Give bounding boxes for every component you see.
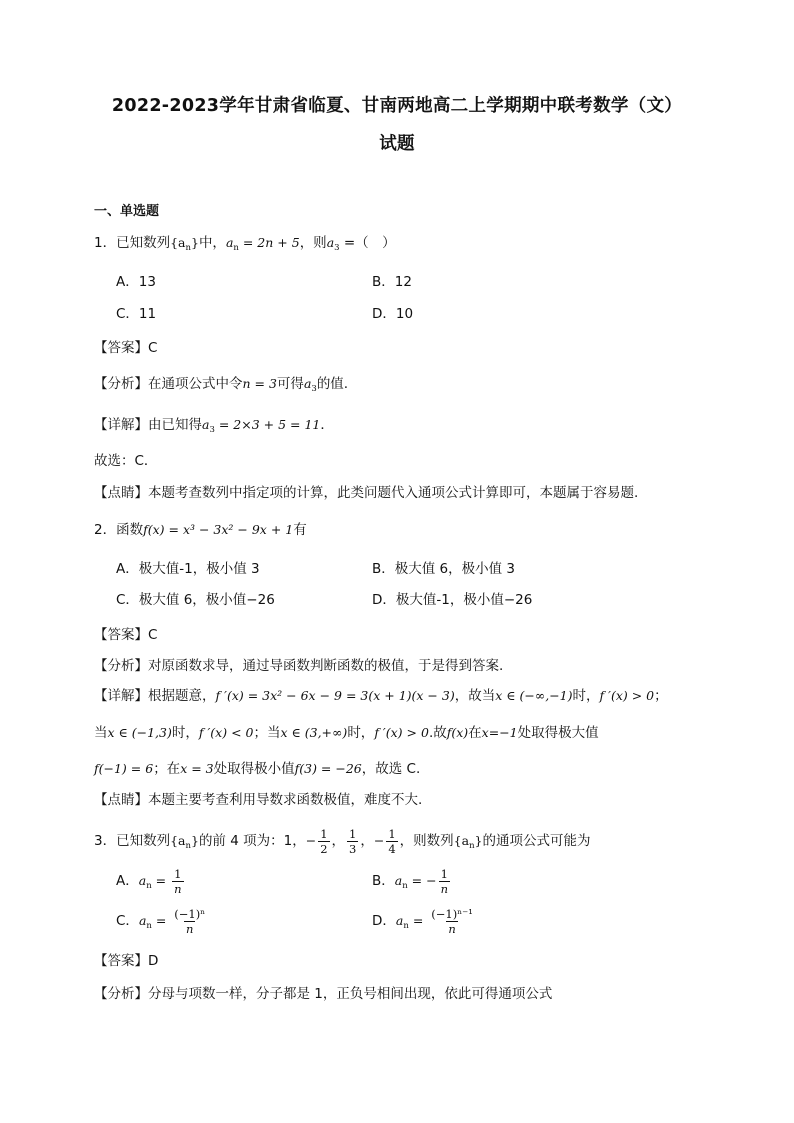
q1-option-a[interactable]: A．13 bbox=[116, 274, 156, 290]
q2-detail-l2-math5: f(x) bbox=[446, 725, 469, 740]
q3-term2-den: 2 bbox=[320, 841, 328, 856]
q3-option-b-sign: − bbox=[426, 873, 437, 888]
q3-answer bbox=[94, 951, 158, 971]
q3-option-a-den: n bbox=[174, 881, 182, 896]
q3-option-d-sub: n bbox=[403, 921, 409, 931]
q3-term4-sign: − bbox=[373, 833, 385, 848]
q1-answer-tag: 【答案】 bbox=[94, 340, 148, 356]
q1-seq-sub: n bbox=[185, 243, 191, 253]
q3-option-c-sub: n bbox=[146, 921, 152, 931]
q2-detail-l2-pre: 当 bbox=[94, 725, 108, 741]
q3-seq2-open: {a bbox=[453, 833, 470, 848]
q2-detail-l3-mid2: 处取得极小值 bbox=[213, 761, 295, 777]
q3-term4-num: 1 bbox=[388, 826, 396, 841]
q2-stem-math: f(x) = x³ − 3x² − 9x + 1 bbox=[143, 522, 294, 537]
q1-analysis-math: n = 3 bbox=[242, 376, 277, 391]
q3-term3-num: 1 bbox=[349, 826, 357, 841]
q2-detail-l2-end: 处取得极大值 bbox=[517, 725, 599, 741]
q3-option-a-num: 1 bbox=[174, 866, 182, 881]
q3-option-d-label: D． bbox=[372, 913, 396, 929]
q1-analysis-a-sym: a bbox=[303, 376, 312, 391]
q2-detail-l1-pre: 根据题意， bbox=[148, 688, 216, 704]
q1-detail bbox=[94, 415, 334, 440]
q2-detail-l3-math3: f(3) = −26 bbox=[294, 761, 362, 776]
q2-detail-l2-math: x ∈ (−1,3) bbox=[107, 725, 172, 740]
q3-option-b[interactable] bbox=[372, 866, 452, 901]
q1-option-b[interactable]: B．12 bbox=[372, 274, 412, 290]
q1-detail-a-sub: 3 bbox=[209, 425, 215, 435]
q3-comma-1: ， bbox=[331, 833, 346, 849]
q1-formula-sub: n bbox=[233, 243, 239, 253]
q2-option-d[interactable]: D．极大值-1，极小值−26 bbox=[372, 592, 533, 608]
q1-target-sym: a bbox=[326, 235, 335, 250]
q1-detail-pre: 由已知得 bbox=[148, 417, 202, 433]
q2-detail-tag: 【详解】 bbox=[94, 688, 148, 704]
q3-option-b-sub: n bbox=[402, 881, 408, 891]
q2-detail-l1-mid2: 时， bbox=[572, 688, 600, 704]
q2-stem-prefix: 2．函数 bbox=[94, 522, 144, 538]
q2-detail-l3-math: f(−1) = 6 bbox=[94, 761, 154, 776]
document-title-line2: 试题 bbox=[379, 134, 415, 154]
q3-answer-value: D bbox=[148, 953, 159, 969]
q3-option-a-sym: a bbox=[138, 873, 147, 888]
q1-answer bbox=[94, 338, 157, 358]
q1-target-sub: 3 bbox=[334, 243, 340, 253]
q1-seq-close: } bbox=[190, 235, 199, 250]
q3-option-b-sym: a bbox=[394, 873, 403, 888]
q2-answer-value: C bbox=[148, 627, 158, 643]
document-title-line1: 2022-2023学年甘肃省临夏、甘南两地高二上学期期中联考数学（文） bbox=[111, 96, 683, 116]
q3-option-a-label: A． bbox=[116, 873, 139, 889]
q2-detail-l2-math4: f ′(x) > 0 bbox=[374, 725, 429, 740]
q3-analysis-text: 分母与项数一样，分子都是 1，正负号相间出现，依此可得通项公式 bbox=[148, 986, 553, 1002]
q1-detail-a-sym: a bbox=[202, 417, 210, 432]
q3-seq-open: {a bbox=[170, 833, 186, 848]
q3-option-d-num: (−1)ⁿ⁻¹ bbox=[431, 906, 473, 921]
q3-seq-2 bbox=[453, 833, 483, 851]
q2-analysis-text: 对原函数求导，通过导函数判断函数的极值，于是得到答案. bbox=[148, 658, 504, 674]
q1-comment-tag: 【点睛】 bbox=[94, 485, 148, 501]
q1-seq-open: {a bbox=[170, 235, 186, 250]
q3-analysis bbox=[94, 984, 552, 1004]
q2-detail-l1-math: f ′(x) = 3x² − 6x − 9 = 3(x + 1)(x − 3) bbox=[215, 688, 455, 703]
q3-option-d[interactable] bbox=[372, 906, 477, 941]
q2-detail-l3-math2: x = 3 bbox=[180, 761, 214, 776]
q1-detail-post: ． bbox=[320, 417, 334, 433]
q3-option-d-sym: a bbox=[395, 913, 404, 928]
q2-detail-l2-mid4: .故 bbox=[428, 725, 447, 741]
q3-option-b-den: n bbox=[440, 881, 449, 896]
q3-seq bbox=[170, 833, 199, 851]
q3-term4-den: 4 bbox=[388, 841, 396, 856]
q2-option-c[interactable]: C．极大值 6，极小值−26 bbox=[116, 592, 275, 608]
q2-detail-l2-math6: x=−1 bbox=[481, 725, 518, 740]
q2-comment-tag: 【点睛】 bbox=[94, 792, 148, 808]
q1-stem-end: =（ ） bbox=[339, 235, 396, 251]
q2-detail-l3-end: ，故选 C. bbox=[361, 761, 421, 777]
q2-detail-l1-mid: ，故当 bbox=[454, 688, 496, 704]
q1-analysis-tag: 【分析】 bbox=[94, 376, 148, 392]
q3-option-a[interactable] bbox=[116, 866, 186, 901]
q1-analysis-pre: 在通项公式中令 bbox=[148, 376, 243, 392]
q2-comment bbox=[94, 790, 422, 810]
q3-option-b-label: B． bbox=[372, 873, 395, 889]
q1-analysis-mid: 可得 bbox=[276, 376, 304, 392]
q3-option-b-fraction bbox=[439, 867, 450, 896]
q1-option-d[interactable]: D．10 bbox=[372, 306, 414, 322]
q2-detail-l1-math3: f ′(x) > 0 bbox=[599, 688, 655, 703]
q2-option-a[interactable]: A．极大值-1，极小值 3 bbox=[116, 561, 260, 577]
q1-formula-lhs: a bbox=[225, 235, 234, 250]
q2-detail-l2-mid3: 时， bbox=[347, 725, 375, 741]
q1-analysis-a-sub: 3 bbox=[311, 384, 317, 394]
q2-detail-l2-mid: 时， bbox=[171, 725, 199, 741]
q1-analysis-post: 的值. bbox=[316, 376, 349, 392]
q2-detail-l1-end: ； bbox=[654, 688, 668, 704]
q3-seq2-close: } bbox=[474, 833, 483, 848]
q1-stem-then: ，则 bbox=[299, 235, 327, 251]
q1-answer-value: C bbox=[148, 340, 158, 356]
q3-stem bbox=[94, 824, 591, 863]
q1-analysis bbox=[94, 374, 348, 399]
q1-seq bbox=[170, 235, 199, 253]
q2-detail-line1 bbox=[94, 686, 668, 706]
q1-target bbox=[326, 235, 340, 253]
q3-seq2-sub: n bbox=[469, 841, 475, 851]
q3-term4-fraction bbox=[386, 827, 397, 856]
q3-option-c-num: (−1)ⁿ bbox=[174, 906, 206, 921]
q1-formula-rhs: = 2n + 5 bbox=[238, 235, 300, 250]
q2-stem-suffix: 有 bbox=[293, 522, 307, 538]
q3-answer-tag: 【答案】 bbox=[94, 953, 148, 969]
q2-detail-l2-math3: x ∈ (3,+∞) bbox=[280, 725, 348, 740]
q2-option-b[interactable]: B．极大值 6，极小值 3 bbox=[372, 561, 516, 577]
q3-term3-fraction bbox=[347, 827, 358, 856]
q2-detail-line3 bbox=[94, 759, 420, 779]
q1-option-c[interactable]: C．11 bbox=[116, 306, 157, 322]
q2-detail-l3-mid: ；在 bbox=[153, 761, 181, 777]
q3-analysis-tag: 【分析】 bbox=[94, 986, 148, 1002]
q3-option-c-fraction bbox=[172, 907, 207, 936]
q2-detail-l2-math2: f ′(x) < 0 bbox=[198, 725, 254, 740]
q2-detail-l2-mid5: 在 bbox=[468, 725, 482, 741]
q3-seq-close: } bbox=[190, 833, 199, 848]
q3-option-c[interactable] bbox=[116, 906, 209, 941]
q1-detail-expr: = 2×3 + 5 = 11 bbox=[214, 417, 321, 432]
q3-option-a-sub: n bbox=[146, 881, 152, 891]
section-label: 一、单选题 bbox=[94, 204, 160, 219]
q3-stem-mid: 的前 4 项为：1， bbox=[198, 833, 306, 849]
q2-detail-line2 bbox=[94, 723, 599, 743]
q2-comment-text: 本题主要考查利用导数求函数极值，难度不大. bbox=[148, 792, 423, 808]
q3-option-c-den: n bbox=[186, 921, 194, 936]
q3-option-b-eq: = bbox=[407, 873, 427, 888]
q3-stem-prefix: 3．已知数列 bbox=[94, 833, 171, 849]
q2-stem bbox=[94, 520, 307, 540]
q1-choice: 故选：C． bbox=[94, 453, 158, 469]
q3-option-c-eq: = bbox=[151, 913, 171, 928]
q3-seq-sub: n bbox=[185, 841, 191, 851]
q2-answer bbox=[94, 625, 157, 645]
q3-term2-sign: − bbox=[305, 833, 317, 848]
q3-option-d-den: n bbox=[448, 921, 456, 936]
q3-comma-2: ， bbox=[360, 833, 374, 849]
q3-stem-mid2: ，则数列 bbox=[399, 833, 454, 849]
q3-option-a-eq: = bbox=[151, 873, 171, 888]
q1-analysis-a bbox=[303, 376, 317, 394]
q3-term3-den: 3 bbox=[349, 841, 357, 856]
q3-option-c-sym: a bbox=[138, 913, 147, 928]
q1-comment bbox=[94, 483, 638, 503]
q2-answer-tag: 【答案】 bbox=[94, 627, 148, 643]
q3-option-b-num: 1 bbox=[440, 866, 448, 881]
q3-term2-num: 1 bbox=[320, 826, 328, 841]
q1-comment-text: 本题考查数列中指定项的计算，此类问题代入通项公式计算即可，本题属于容易题. bbox=[148, 485, 639, 501]
q2-detail-l1-math2: x ∈ (−∞,−1) bbox=[495, 688, 573, 703]
q3-option-c-label: C． bbox=[116, 913, 139, 929]
q3-term2-fraction bbox=[318, 827, 329, 856]
q1-detail-math bbox=[202, 417, 321, 435]
q3-option-d-fraction bbox=[429, 907, 475, 936]
q3-stem-end: 的通项公式可能为 bbox=[482, 833, 591, 849]
q1-formula bbox=[225, 235, 300, 253]
q2-analysis bbox=[94, 656, 503, 676]
q1-detail-tag: 【详解】 bbox=[94, 417, 148, 433]
q1-stem-mid: 中， bbox=[198, 235, 226, 251]
q2-analysis-tag: 【分析】 bbox=[94, 658, 148, 674]
q3-option-d-eq: = bbox=[408, 913, 428, 928]
q1-stem-prefix: 1．已知数列 bbox=[94, 235, 171, 251]
q2-detail-l2-mid2: ；当 bbox=[253, 725, 281, 741]
q1-stem bbox=[94, 233, 396, 258]
q3-option-a-fraction bbox=[172, 867, 183, 896]
